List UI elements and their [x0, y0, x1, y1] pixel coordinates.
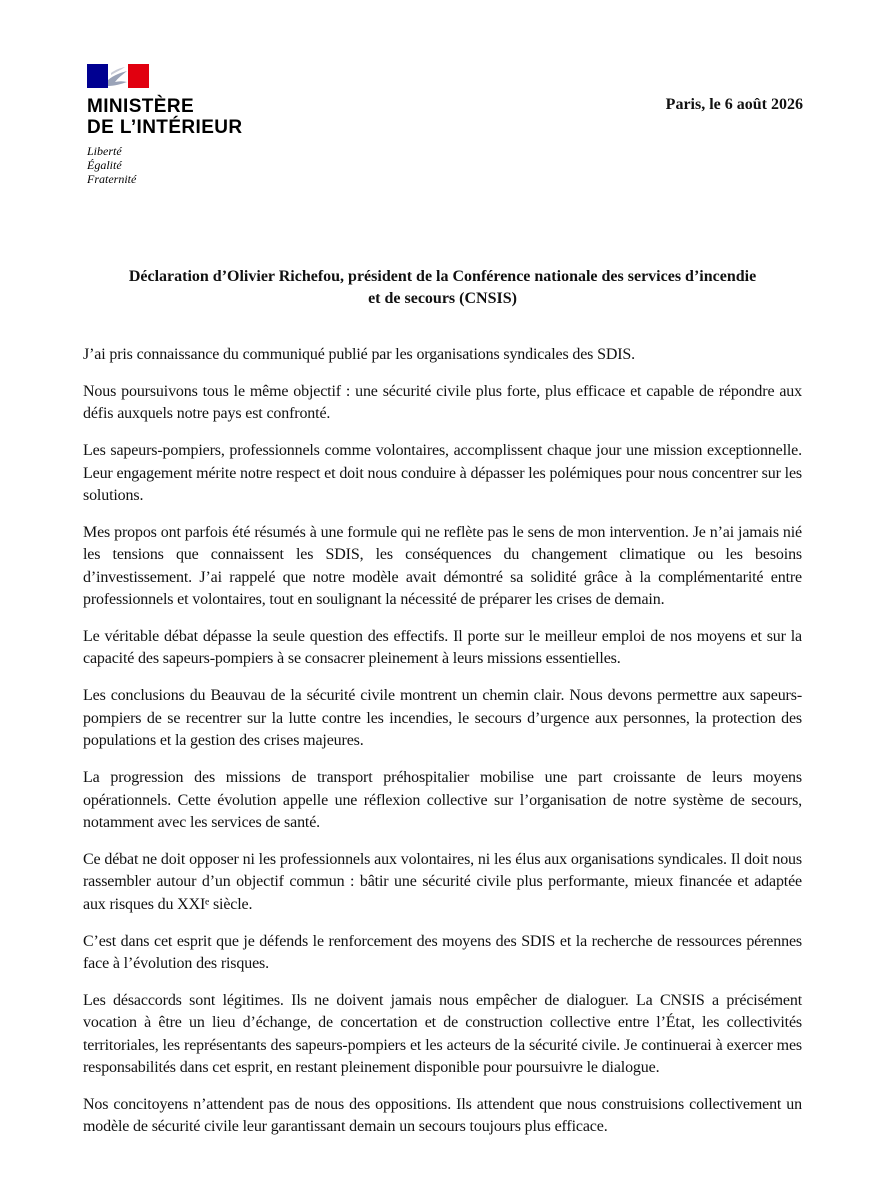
document-body [83, 344, 802, 1153]
paragraph-4: Mes propos ont parfois été résumés à une formule qui ne reflète pas le sens de mon intervention. Je n’ai jamais nié les tensions que connaissent les SDIS, les conséquences du changement climatique ou les besoins d’investissement. J’ai rappelé que notre modèle avait démontré sa solidité grâce à la complémentarité entre professionnels et volontaires, tout en soulignant la nécessité de préparer les crises de demain. [83, 523, 802, 609]
paragraph-6: Les conclusions du Beauvau de la sécurité civile montrent un chemin clair. Nous devons permettre aux sapeurs-pompiers de se recentrer sur la lutte contre les incendies, le secours d’urgence aux personnes, la protection des populations et la gestion des crises majeures. [83, 687, 802, 750]
paragraph-11: Nos concitoyens n’attendent pas de nous des oppositions. Ils attendent que nous construisions collectivement un modèle de sécurité civile leur garantissant demain un secours toujours plus efficace. [83, 1095, 802, 1136]
paragraph-5: Le véritable débat dépasse la seule question des effectifs. Il porte sur le meilleur emploi de nos moyens et sur la capacité des sapeurs-pompiers à se consacrer pleinement à leurs missions essentielles. [83, 628, 802, 668]
document-title [87, 266, 798, 310]
title-line-1: Déclaration d’Olivier Richefou, président de la Conférence nationale des services d’incendie [128, 268, 757, 285]
marianne-flag-icon [87, 64, 149, 88]
motto-liberte: Liberté [87, 144, 122, 158]
ministry-line-1: MINISTÈRE [87, 96, 195, 117]
motto-fraternite: Fraternité [87, 172, 137, 186]
ministry-line-2: DE L’INTÉRIEUR [87, 117, 243, 138]
paragraph-3: Les sapeurs-pompiers, professionnels comme volontaires, accomplissent chaque jour une mission exceptionnelle. Leur engagement mérite notre respect et doit nous conduire à dépasser les polémiques pour nous concentrer sur les solutions. [83, 442, 802, 505]
republic-motto [87, 144, 287, 186]
paragraph-8: Ce débat ne doit opposer ni les professionnels aux volontaires, ni les élus aux organisations syndicales. Il doit nous rassembler autour d’un objectif commun : bâtir une sécurité civile plus performante, mieux financée et adaptée aux risques du XXIᵉ siècle. [83, 850, 802, 913]
document-date: Paris, le 6 août 2026 [665, 96, 803, 113]
motto-egalite: Égalité [87, 158, 122, 172]
paragraph-7: La progression des missions de transport préhospitalier mobilise une part croissante de leurs moyens opérationnels. Cette évolution appelle une réflexion collective sur l’organisation de notre système de secours, notamment avec les services de santé. [83, 769, 802, 831]
paragraph-9: C’est dans cet esprit que je défends le renforcement des moyens des SDIS et la recherche de ressources pérennes face à l’évolution des risques. [83, 932, 802, 972]
paragraph-1: J’ai pris connaissance du communiqué publié par les organisations syndicales des SDIS. [83, 346, 636, 363]
paragraph-2: Nous poursuivons tous le même objectif : une sécurité civile plus forte, plus efficace et capable de répondre aux défis auxquels notre pays est confronté. [83, 382, 802, 423]
ministry-logo [87, 64, 287, 186]
title-line-2: et de secours (CNSIS) [368, 290, 517, 307]
paragraph-10: Les désaccords sont légitimes. Ils ne doivent jamais nous empêcher de dialoguer. La CNSIS a précisément vocation à être un lieu d’échange, de concertation et de construction collective entre l’État, les collectivités territoriales, les représentants des sapeurs-pompiers et les acteurs de la sécurité civile. Je continuerai à exercer mes responsabilités dans cet esprit, en restant pleinement disponible pour poursuivre le dialogue. [83, 991, 802, 1077]
ministry-name [87, 96, 287, 138]
